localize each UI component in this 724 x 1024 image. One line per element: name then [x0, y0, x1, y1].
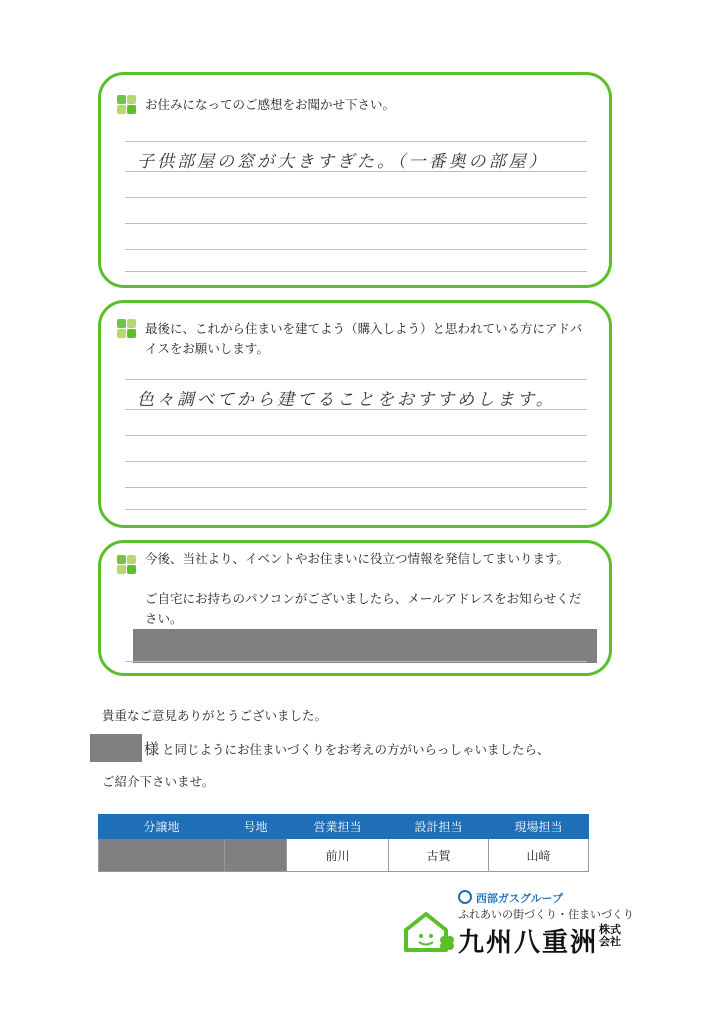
advice-answer: 色々調べてから建てることをおすすめします。	[137, 390, 556, 410]
group-logo-icon	[458, 890, 472, 904]
redacted-lot-area	[99, 839, 225, 872]
honorific-text: 様	[144, 740, 160, 758]
advice-card	[98, 300, 612, 528]
ruled-line	[125, 141, 587, 142]
thanks-text: 貴重なご意見ありがとうございました。	[102, 708, 328, 723]
clover-icon	[117, 555, 137, 575]
brand-tagline: ふれあいの街づくり・住まいづくり	[458, 908, 634, 921]
header-design: 設計担当	[389, 815, 489, 839]
ruled-line	[125, 197, 587, 198]
clover-icon	[117, 95, 137, 115]
mail-request: ご自宅にお持ちのパソコンがございましたら、メールアドレスをお知らせください。	[145, 591, 582, 626]
site-staff: 山﨑	[489, 839, 589, 872]
ruled-line	[125, 487, 587, 488]
redacted-email	[133, 629, 597, 663]
referral-text: と同じようにお住まいづくりをお考えの方がいらっしゃいましたら、	[162, 742, 550, 757]
clover-logo-icon	[438, 934, 456, 952]
ruled-line	[125, 409, 587, 410]
advice-question: 最後に、これから住まいを建てよう（購入しよう）と思われている方にアドバイスをお願いします。	[145, 321, 583, 356]
header-lot-number: 号地	[225, 815, 287, 839]
ruled-line	[125, 435, 587, 436]
redacted-lot-number	[225, 839, 287, 872]
group-name	[458, 890, 563, 906]
ruled-line	[125, 171, 587, 172]
ruled-line	[125, 661, 587, 662]
impression-card	[98, 72, 612, 288]
mail-notice: 今後、当社より、イベントやお住まいに役立つ情報を発信してまいります。	[145, 551, 570, 566]
mail-card	[98, 540, 612, 676]
impression-question: お住みになってのご感想をお聞かせ下さい。	[145, 97, 396, 112]
sales-staff: 前川	[287, 839, 389, 872]
impression-answer: 子供部屋の窓が大きすぎた。（一番奥の部屋）	[137, 152, 549, 172]
clover-icon	[117, 319, 137, 339]
ruled-line	[125, 379, 587, 380]
introduce-text: ご紹介下さいませ。	[102, 774, 215, 789]
redacted-name	[90, 734, 142, 762]
group-name-text: 西部ガスグループ	[475, 892, 563, 905]
staff-table	[98, 814, 589, 872]
brand-suffix: 株式会社	[599, 923, 621, 948]
header-lot-area: 分譲地	[99, 815, 225, 839]
ruled-line	[125, 271, 587, 272]
ruled-line	[125, 223, 587, 224]
ruled-line	[125, 509, 587, 510]
header-sales: 営業担当	[287, 815, 389, 839]
ruled-line	[125, 461, 587, 462]
design-staff: 古賀	[389, 839, 489, 872]
ruled-line	[125, 249, 587, 250]
header-site: 現場担当	[489, 815, 589, 839]
brand-name: 九州八重洲	[458, 928, 599, 958]
